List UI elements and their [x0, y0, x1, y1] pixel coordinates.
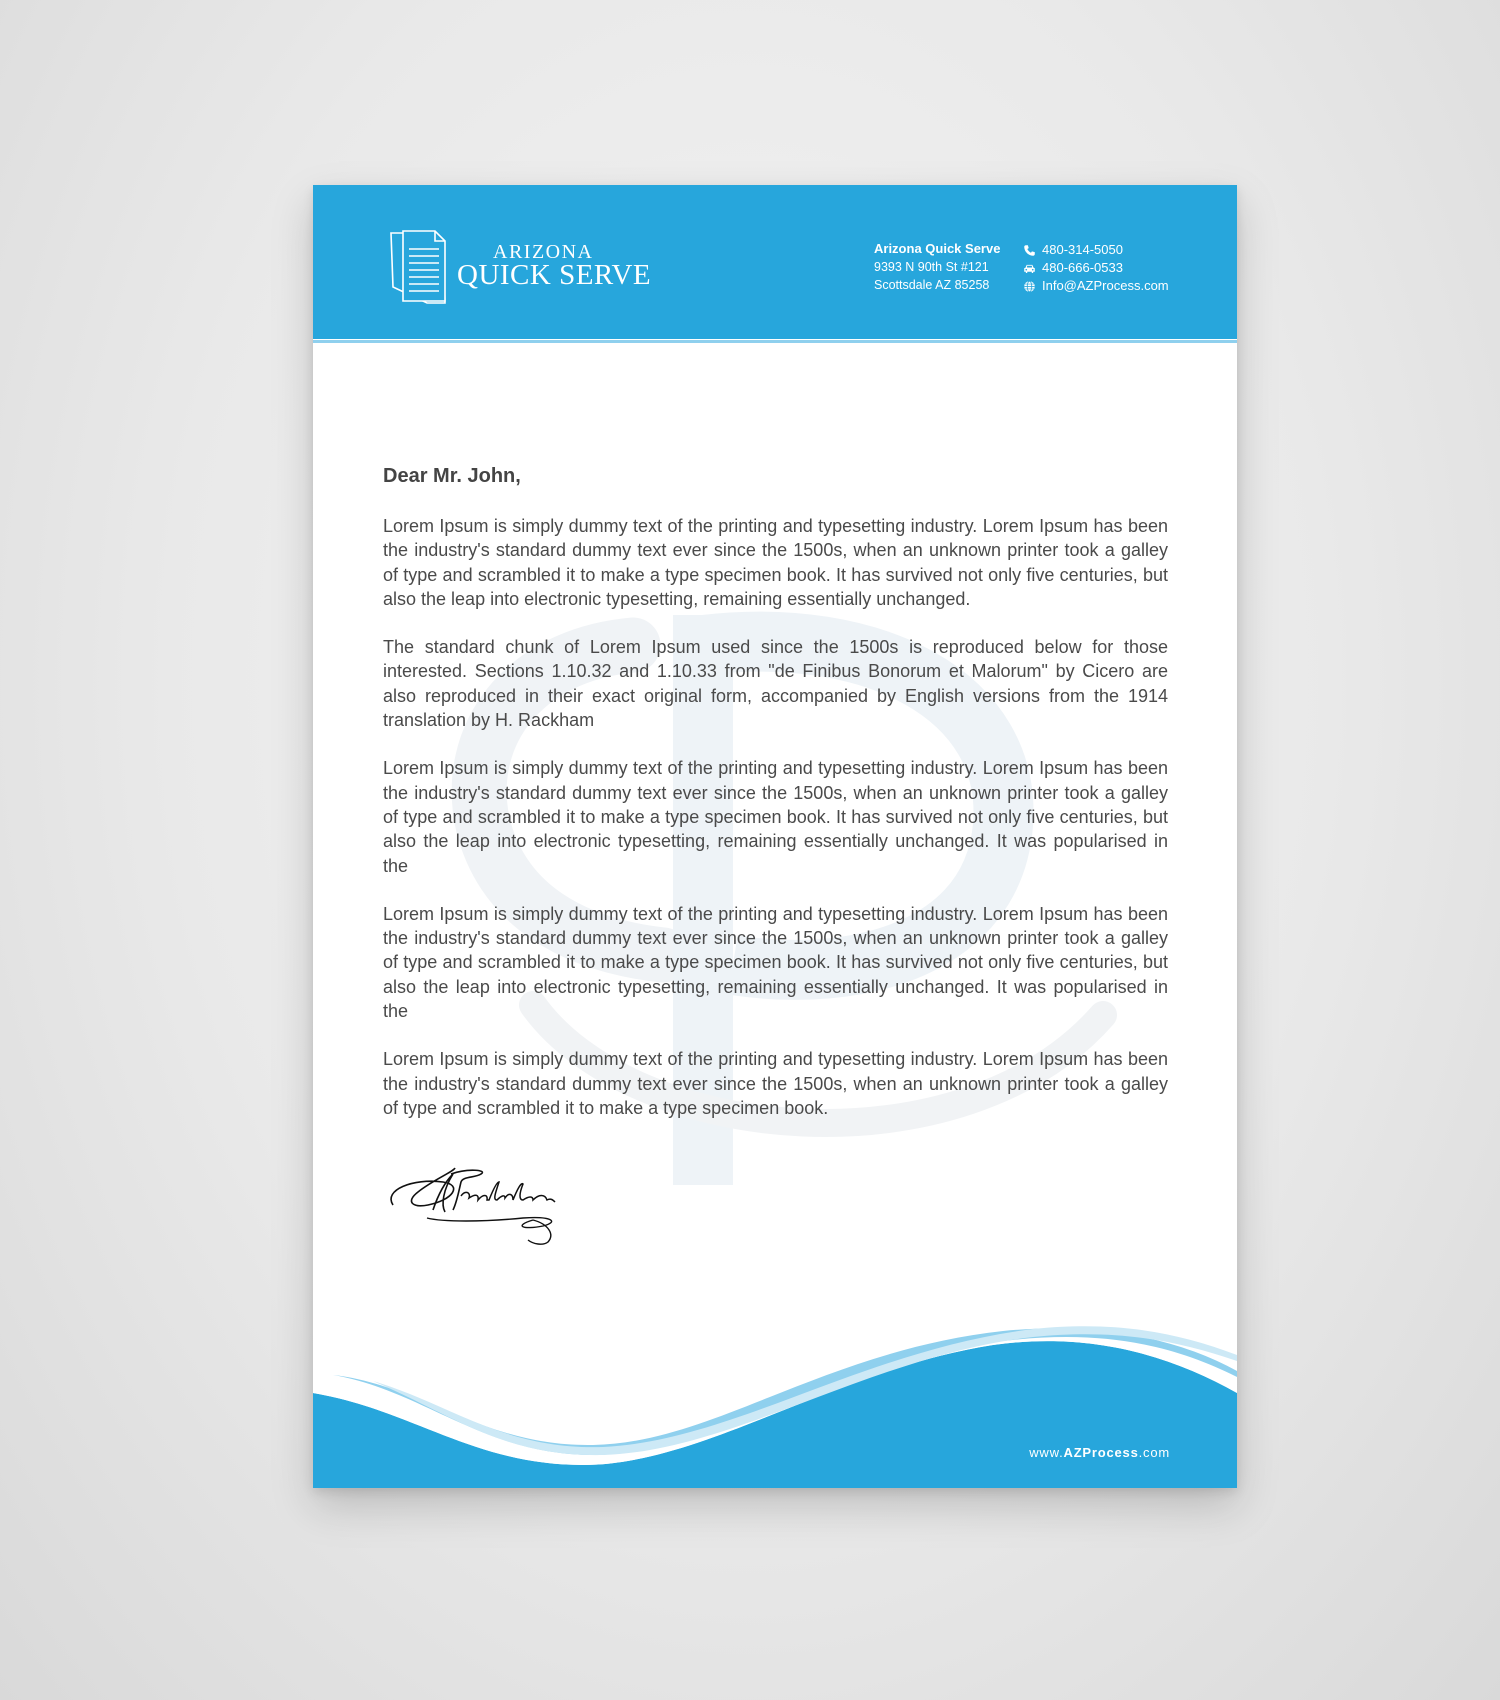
- letter-paragraph: Lorem Ipsum is simply dummy text of the printing and typesetting industry. Lorem Ipsum has been the industry's standard dummy text ever since the 1500s, when an unknown printer took a galley of type and scrambled it to make a type specimen book. It has survived not only five centuries, but also the leap into electronic typesetting, remaining essentially unchanged.: [383, 516, 1168, 609]
- logo-line1: ARIZONA: [493, 241, 594, 263]
- handwritten-signature: [383, 1160, 563, 1250]
- letter-paragraph: Lorem Ipsum is simply dummy text of the printing and typesetting industry. Lorem Ipsum has been the industry's standard dummy text ever since the 1500s, when an unknown printer took a galley of type and scrambled it to make a type specimen book. It has survived not only five centuries, but also the leap into electronic typesetting, remaining essentially unchanged. It was popularised in the: [383, 758, 1168, 876]
- footer-wave: [313, 1315, 1237, 1488]
- contact-list: [1023, 241, 1169, 295]
- contact-email-text: Info@AZProcess.com: [1042, 278, 1169, 293]
- salutation: Dear Mr. John,: [383, 465, 521, 487]
- website-prefix: www.: [1029, 1445, 1064, 1460]
- letter-paragraph: Lorem Ipsum is simply dummy text of the printing and typesetting industry. Lorem Ipsum has been the industry's standard dummy text ever since the 1500s, when an unknown printer took a galley of type and scrambled it to make a type specimen book. It has survived not only five centuries, but also the leap into electronic typesetting, remaining essentially unchanged. It was popularised in the: [383, 903, 1168, 1022]
- contact-phone: [1023, 241, 1169, 259]
- address-street: 9393 N 90th St #121: [874, 260, 989, 274]
- letter-paragraph: The standard chunk of Lorem Ipsum used since the 1500s is reproduced below for those interested. Sections 1.10.32 and 1.10.33 from "de Finibus Bonorum et Malorum" by Cicero are also reproduced in their exact original form, accompanied by English versions from the 1914 translation by H. Rackham: [383, 637, 1168, 731]
- company-address: [874, 240, 1000, 294]
- contact-car-text: 480-666-0533: [1042, 260, 1123, 275]
- letterhead-page: [313, 185, 1237, 1488]
- phone-icon: [1023, 244, 1036, 257]
- letter-body: [383, 465, 1168, 1144]
- globe-icon: [1023, 280, 1036, 293]
- address-company: Arizona Quick Serve: [874, 241, 1001, 256]
- letterhead-header: [313, 185, 1237, 339]
- address-city: Scottsdale AZ 85258: [874, 278, 990, 292]
- contact-car: [1023, 259, 1169, 277]
- header-divider: [313, 340, 1237, 343]
- contact-email: [1023, 277, 1169, 295]
- footer-website: [1029, 1445, 1170, 1460]
- arizona-document-icon: [387, 229, 453, 307]
- letter-paragraph: Lorem Ipsum is simply dummy text of the printing and typesetting industry. Lorem Ipsum has been the industry's standard dummy text ever since the 1500s, when an unknown printer took a galley of type and scrambled it to make a type specimen book.: [383, 1049, 1168, 1118]
- website-domain: AZProcess: [1063, 1445, 1139, 1460]
- contact-phone-text: 480-314-5050: [1042, 242, 1123, 257]
- company-logo: [387, 229, 652, 309]
- car-icon: [1023, 262, 1036, 275]
- website-suffix: .com: [1138, 1445, 1170, 1460]
- logo-line2: QUICK SERVE: [457, 259, 652, 291]
